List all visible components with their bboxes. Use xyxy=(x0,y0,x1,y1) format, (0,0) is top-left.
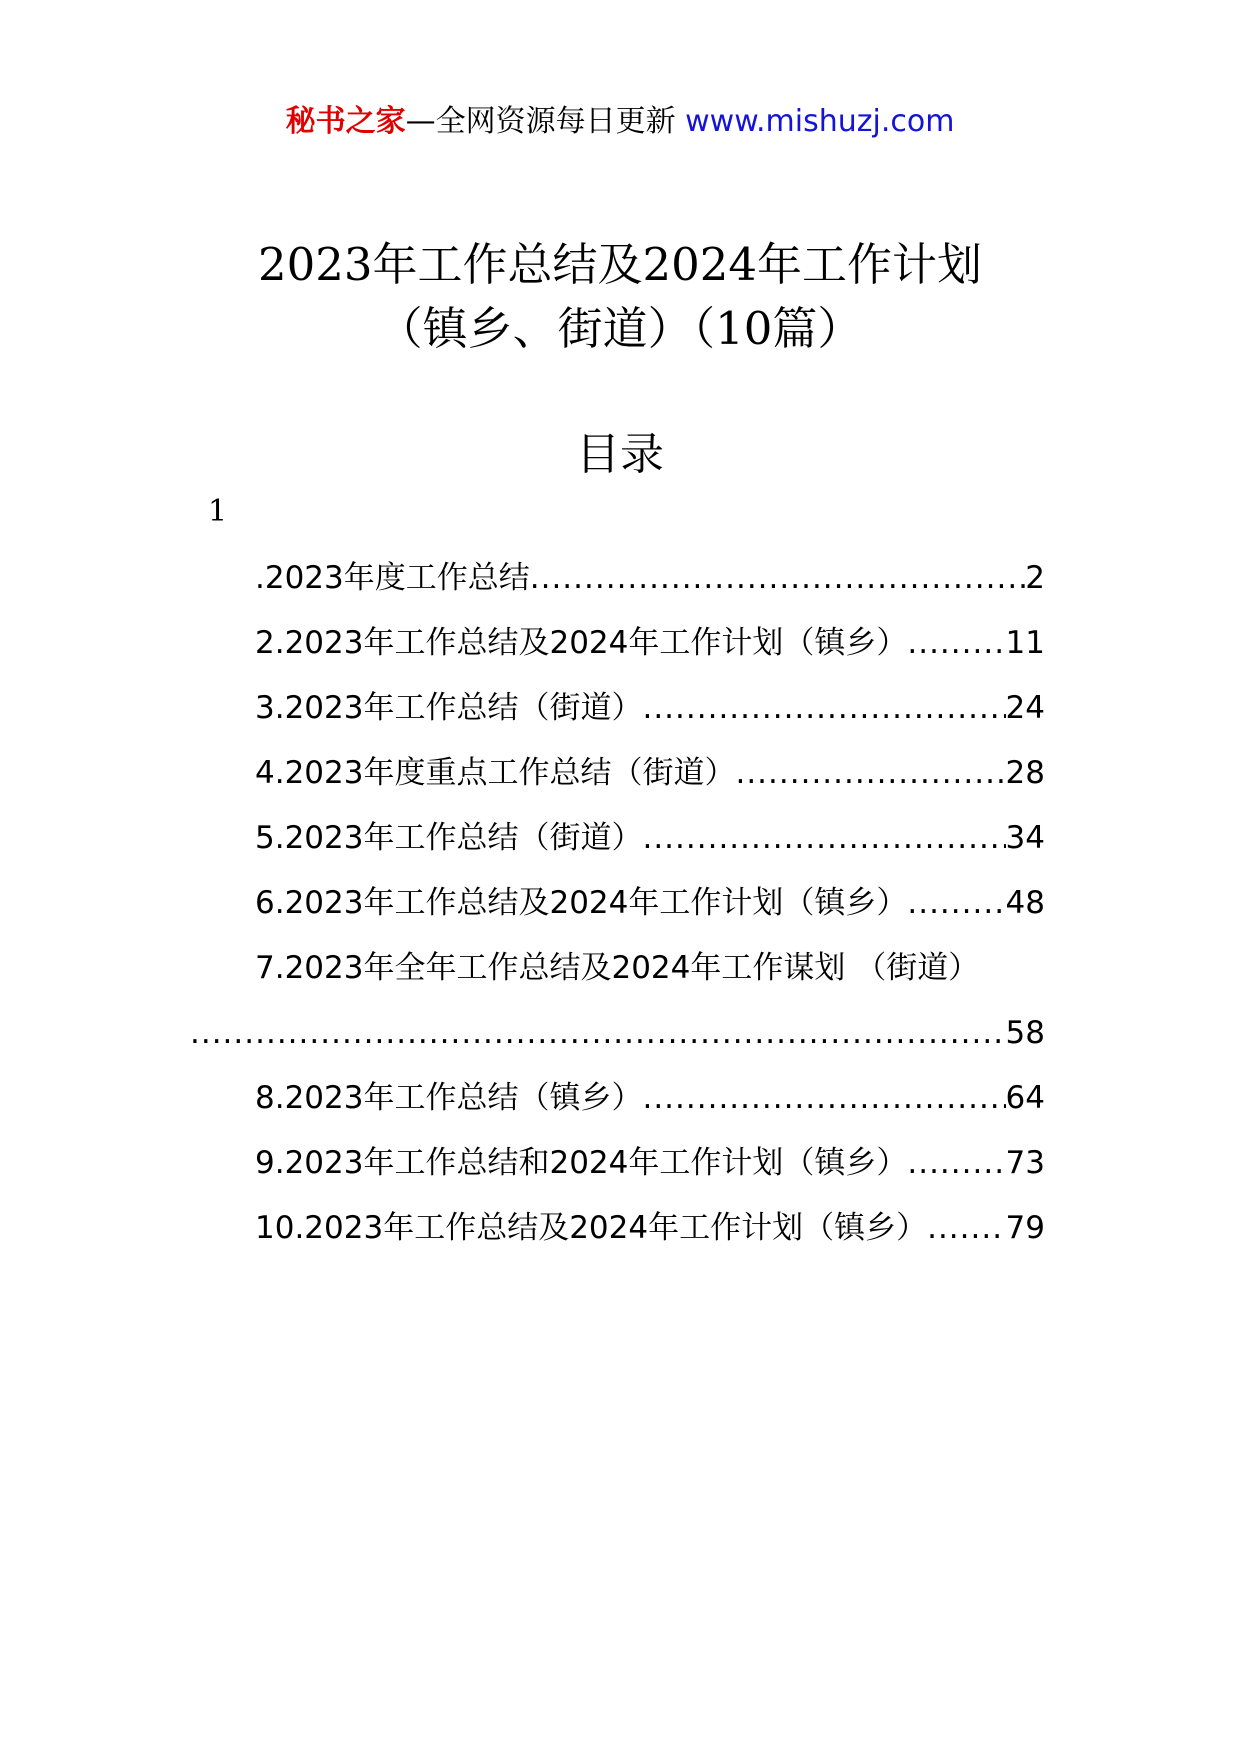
header-slogan: —全网资源每日更新 xyxy=(405,104,676,139)
toc-entry-label: 3.2023年工作总结（街道） xyxy=(255,690,643,726)
toc-page-number: 34 xyxy=(1005,820,1045,856)
toc-entry-label: 10.2023年工作总结及2024年工作计划（镇乡） xyxy=(255,1210,928,1246)
toc-dot-leader xyxy=(907,1140,1005,1186)
toc-entry-3[interactable] xyxy=(255,685,1045,731)
toc-entry-6[interactable] xyxy=(255,880,1045,926)
toc-entry-label: 6.2023年工作总结及2024年工作计划（镇乡） xyxy=(255,885,908,921)
toc-page-number: 79 xyxy=(1005,1210,1045,1246)
toc-entry-label: 8.2023年工作总结（镇乡） xyxy=(255,1080,643,1116)
toc-page-number: 28 xyxy=(1005,755,1045,791)
toc-dot-leader xyxy=(190,1010,1006,1056)
toc-dot-leader xyxy=(530,555,1026,601)
toc-stray-number: 1 xyxy=(208,494,228,529)
toc-entry-label: 7.2023年全年工作总结及2024年工作谋划 （街道） xyxy=(255,950,980,986)
toc-entry-label: 2.2023年工作总结及2024年工作计划（镇乡） xyxy=(255,625,908,661)
toc-entry-10[interactable] xyxy=(255,1205,1045,1251)
toc-dot-leader xyxy=(642,815,1005,861)
toc-entry-label: .2023年度工作总结 xyxy=(255,560,530,596)
toc-heading: 目录 xyxy=(576,429,664,480)
toc-entry-label: 4.2023年度重点工作总结（街道） xyxy=(255,755,736,791)
brand-name: 秘书之家 xyxy=(285,104,406,139)
toc-page-number: 58 xyxy=(1005,1015,1045,1051)
document-title-line-2: （镇乡、街道）（10篇） xyxy=(377,302,863,355)
toc-page-number: 73 xyxy=(1005,1145,1045,1181)
toc-entry-label: 5.2023年工作总结（街道） xyxy=(255,820,643,856)
toc-page-number: 24 xyxy=(1005,690,1045,726)
toc-entry-label: 9.2023年工作总结和2024年工作计划（镇乡） xyxy=(255,1145,908,1181)
toc-entry-1[interactable] xyxy=(255,555,1045,601)
toc-entry-4[interactable] xyxy=(255,750,1045,796)
toc-page-number: 64 xyxy=(1005,1080,1045,1116)
toc-entry-8[interactable] xyxy=(255,1075,1045,1121)
toc-dot-leader xyxy=(642,1075,1005,1121)
toc-dot-leader xyxy=(907,880,1005,926)
toc-dot-leader xyxy=(927,1205,1005,1251)
toc-page-number: 11 xyxy=(1005,625,1045,661)
toc-entry-7-continuation[interactable] xyxy=(190,1010,1045,1056)
toc-dot-leader xyxy=(907,620,1005,666)
toc-dot-leader xyxy=(735,750,1005,796)
site-header xyxy=(0,100,1240,144)
toc-entry-2[interactable] xyxy=(255,620,1045,666)
site-url-link[interactable]: www.mishuzj.com xyxy=(685,104,955,139)
toc-entry-5[interactable] xyxy=(255,815,1045,861)
toc-page-number: 2 xyxy=(1025,560,1045,596)
toc-dot-leader xyxy=(642,685,1005,731)
toc-entry-7[interactable] xyxy=(255,945,1045,991)
toc-entry-9[interactable] xyxy=(255,1140,1045,1186)
document-title-line-1: 2023年工作总结及2024年工作计划 xyxy=(257,238,983,291)
toc-page-number: 48 xyxy=(1005,885,1045,921)
